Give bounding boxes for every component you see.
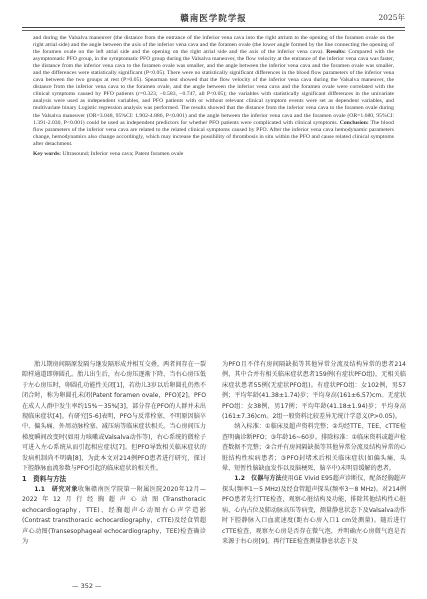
subjects-continued-paragraph: 为PFO且不伴有房间隔缺损等其他异常分流及结构异常的患者214例，其中合并有相关临床症状患者159例(有症状PFO组)，无相关临床症状患者55例(无症状PFO组)。有症状PFO组：女102例，男57例；平均年龄(41.38±1.74)岁；平均身高(161±6.57)cm。无症状PFO组：女38例，男17例；平均年龄(41.18±1.94)岁；平均身高(161±7.36)cm。2组一般资料比较差异无统计学意义(P>0.05)。 <box>222 361 406 421</box>
keywords <box>33 151 394 158</box>
results-label: Results: <box>326 49 346 56</box>
keywords-label: Key words: <box>33 150 61 157</box>
subsection-1-1-label: 1.1 研究对象 <box>34 485 79 493</box>
english-abstract <box>33 35 394 158</box>
subsection-1-1-text: 收集赣南医学院第一附属医院2020年12月—2022年12月行经胸超声心动图(Transthoracic echocardiography，TTE)、经胸超声心动图右心声学造影(Contrast transthoracic echocardiography，cTTE)及经食管超声心动图(Transesophageal echocardiography，TEE)检查确诊为 <box>22 485 207 545</box>
running-header <box>22 12 405 26</box>
subsection-1-2 <box>222 474 406 547</box>
inclusion-exclusion-paragraph: 纳入标准：①临床及超声资料完整；②均经TTE、TEE、cTTE检查明确诊断PFO；③年龄16~60岁。排除标准：①临床资料或超声检查数据不完整；②合并有房间隔缺损等其他异常分流及结构异常的心脏结构性疾病患者；③PFO封堵术后相关临床症状(如偏头痛、头晕、短暂性脑缺血发作以及脑梗死、脑卒中)未明显缓解的患者。 <box>222 423 406 473</box>
keywords-text: Ultrasound; Inferior vena cava; Patent foramen ovale <box>62 150 184 157</box>
abstract-text <box>33 35 394 148</box>
page-number: — 352 — <box>72 582 102 590</box>
right-column <box>222 360 406 547</box>
section-heading-materials-methods: 1 资料与方法 <box>22 475 67 484</box>
header-year: 2025年 <box>378 13 405 22</box>
intro-paragraph: 胎儿期房间隔原发隔与继发隔形成并相互交叠，两者间存在一裂隙样通道即卵圆孔。胎儿出生后，右心房压逐渐下降，当右心房压低于左心房压时，卵圆孔功能性关闭[1]，若幼儿3岁以后卵圆孔仍然不闭合时，称为卵圆孔未闭(Patent foramen ovale，PFO)[2]。PFO在成人人群中发生率约15%～35%[3]，部分存在PFO的人群并未出现临床症状[4]。有研究[5-6]表明，PFO与反常栓塞、不明原因脑卒中、偏头痛、外周动脉栓塞、减压病等临床症状相关。当心房间压力梯度瞬间改变时(如用力咳嗽或Valsalva动作等)，右心系统的微栓子可进入左心系统从而引起相应症状[7]。但PFO导致相关临床症状的发病机制尚不明确[8]，为此本文对214例PFO患者进行研究，探讨下腔静脉血流参数与PFO引起的临床症状的相关性。 <box>22 361 206 473</box>
conclusion-text: The blood flow parameters of the inferior vena cava are related to the related clinical symptoms caused by PFO. After the inferior vena cava hemodynamic parameters change, hemodynamics also change accordingly, which may increase the possibility of thrombosis in situ within the PFO and cause related clinical symptoms after detachment. <box>33 119 394 147</box>
subsection-1-1 <box>22 485 206 547</box>
journal-title: 赣南医学院学报 <box>180 14 247 24</box>
header-rule-thin <box>22 30 405 31</box>
abstract-methods-tail: and during the Valsalva maneuver (the distance from the entrance of the inferior vena cava into the right atrium to the opening of the foramen ovale on the right atrial side) and the angle between the axis of the inferior vena cava and the foramen ovale (the lower angle formed by the line connecting the opening of the foramen ovale on the left atrial side and the opening on the right atrial side and the axis of the inferior vena cava). <box>33 35 394 56</box>
left-column <box>22 360 206 547</box>
conclusion-label: Conclusion: <box>339 119 369 126</box>
header-rule-thick <box>22 27 405 28</box>
subsection-1-2-label: 1.2 仪器与方法 <box>234 475 282 483</box>
results-text: Compared with the asymptomatic PFO group, in the symptomatic PFO group during the Valsalva maneuver, the flow velocity at the entrance of the inferior vena cava was faster, the distance from the inferior vena cava to the foramen ovale was smaller, and the angle between the inferior vena cava and the foramen ovale was smaller, and the differences were statistically significant (P<0.05). There were no statistically significant differences in the blood flow parameters of the inferior vena cava between the two groups at rest (P>0.05). Spearman test showed that the flow velocity of the inferior vena cava during the Valsalva maneuver, the distance from the inferior vena cava to the foramen ovale, and the angle between the inferior vena cava and the foramen ovale were correlated with the clinical symptoms caused by PFO patients (r=0.323, −0.583, −0.747, all P<0.05); the variables with statistically significant differences in the univariate analysis were used as independent variables, and PFO patients with or without relevant clinical symptom events were set as dependent variables, and multivariate binary Logistic regression analysis was performed. The results showed that the distance from the inferior vena cava to the foramen ovale during the Valsalva maneuver (OR=3.048, 95%CI: 1.902-4.886, P<0.001) and the angle between the inferior vena cava and the foramen ovale (OR=1.680, 95%CI: 1.391-2.030, P<0.001) could be used as independent predictors for whether PFO patients were complicated with clinical symptoms. <box>33 49 394 126</box>
subsection-1-2-text: 使用GE Vivid E95超声诊断仪，配备经胸超声探头(频率1～5 MHz)及经食管超声探头(频率3～8 MHz)。对214例PFO患者先行TTE检查，观察心脏结构及功能，排除其他结构性心脏病、心内占位及肺动脉高压等病变，测量静息状态下及Valsalva动作时下腔静脉入口血流速度(距右心房入口1 cm处测量)。随后进行cTTE检查，观察左心房是否存在微气泡，并明确左心房微气泡是否来源于右心房[9]。再行TEE检查测量静息状态下及 <box>222 475 406 545</box>
